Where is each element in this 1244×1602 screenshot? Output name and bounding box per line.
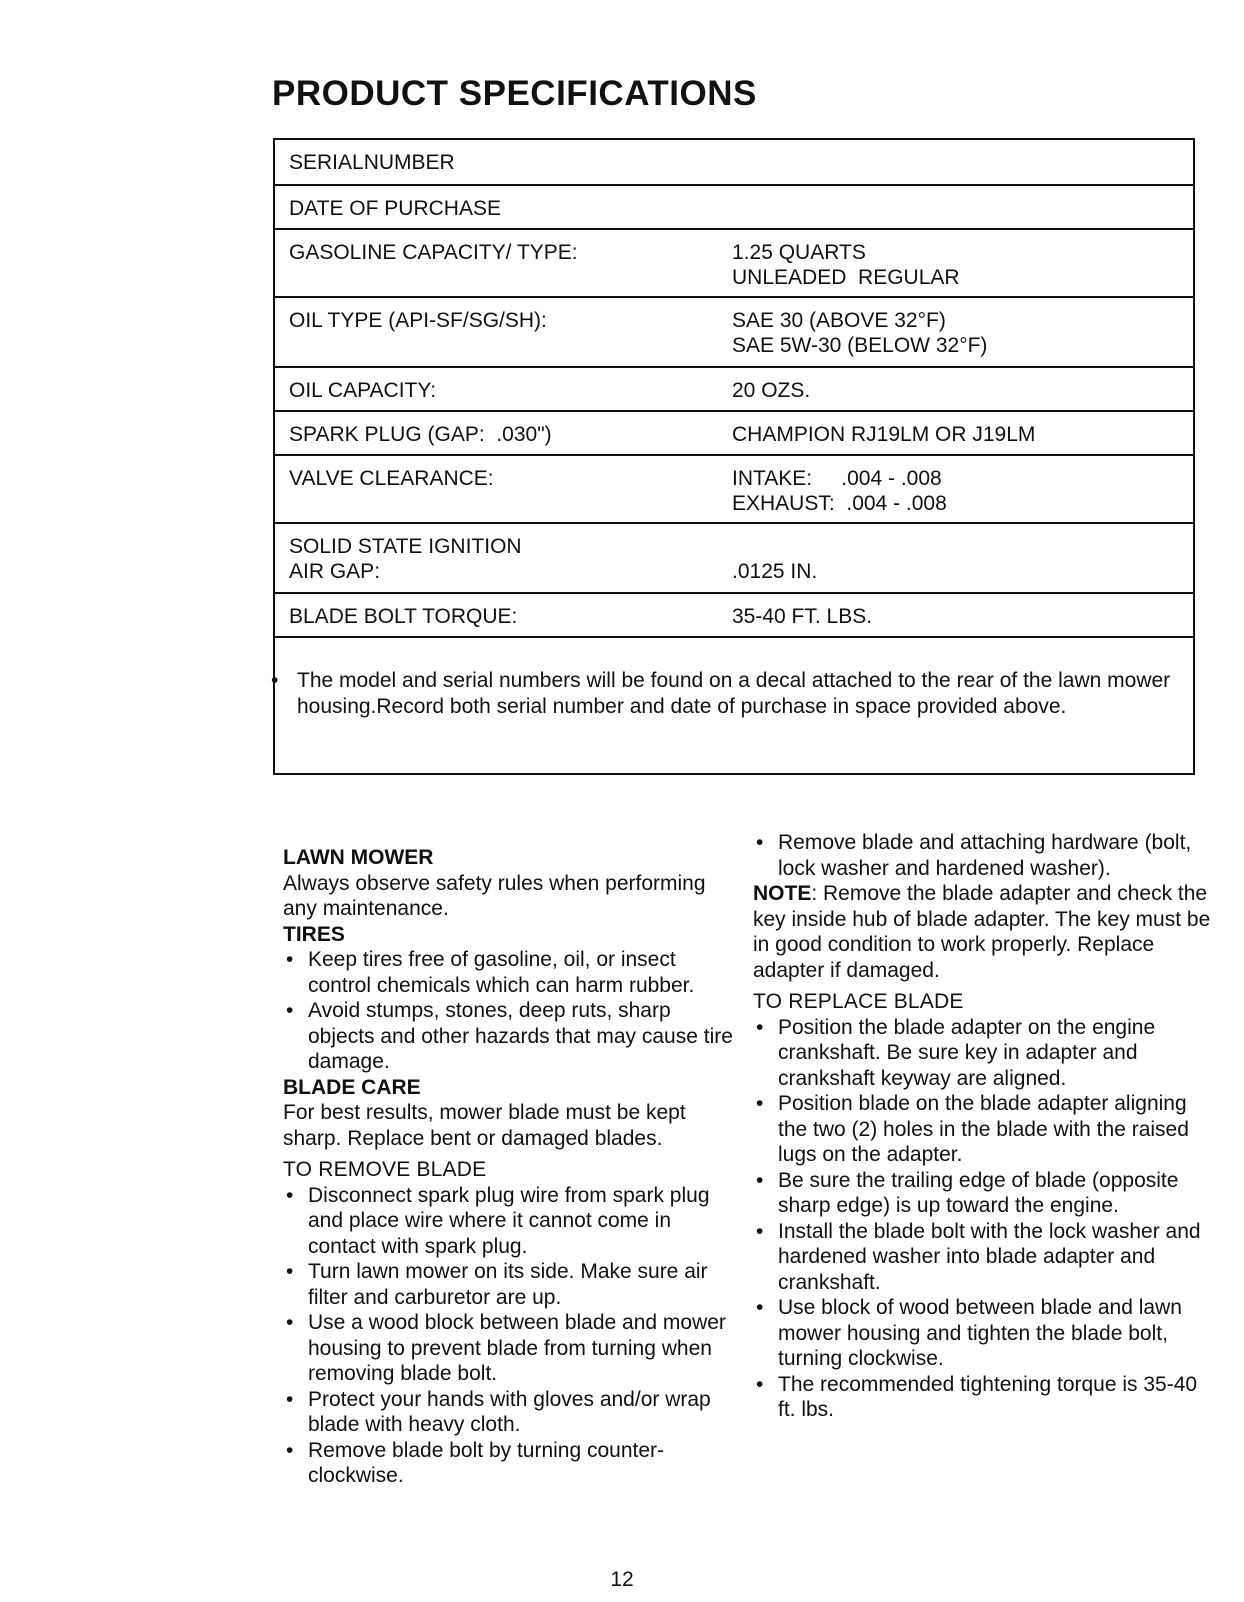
list-item: • Remove blade bolt by turning counter-clockwise. xyxy=(286,1438,665,1487)
bullet-icon: • xyxy=(756,831,764,854)
bullet-icon: • xyxy=(286,1260,294,1283)
list-item: • The recommended tightening torque is 35-40 ft. lbs. xyxy=(756,1372,1198,1421)
spec-label: SOLID STATE IGNITION AIR GAP: xyxy=(289,535,522,583)
bullet-icon: • xyxy=(286,948,294,971)
spec-label: BLADE BOLT TORQUE: xyxy=(289,605,518,628)
list-item: • Be sure the trailing edge of blade (opposite sharp edge) is up toward the engine. xyxy=(756,1168,1179,1217)
list-item: • Keep tires free of gasoline, oil, or insect control chemicals which can harm rubber. xyxy=(286,948,695,997)
bullet-icon: • xyxy=(286,999,294,1022)
right-column xyxy=(753,830,1213,1423)
spec-row-ignition-air-gap xyxy=(275,524,1193,594)
bullet-icon: • xyxy=(286,1183,294,1207)
bullet-icon: • xyxy=(286,1438,294,1462)
spec-label: DATE OF PURCHASE xyxy=(289,197,501,220)
bullet-icon: • xyxy=(286,1311,294,1334)
spec-label: OIL TYPE (API-SF/SG/SH): xyxy=(289,309,547,332)
list-item: • Avoid stumps, stones, deep ruts, sharp objects and other hazards that may cause tire damage. xyxy=(286,999,733,1073)
list-item: • Protect your hands with gloves and/or wrap blade with heavy cloth. xyxy=(286,1387,711,1436)
page-number: 12 xyxy=(610,1568,634,1591)
note-paragraph: NOTE: Remove the blade adapter and check the key inside hub of blade adapter. The key must be in good condition to work properly. Replace adapter if damaged. xyxy=(753,882,1211,982)
list-item: • Remove blade and attaching hardware (bolt, lock washer and hardened washer). xyxy=(756,831,1192,880)
blade-care-text: For best results, mower blade must be kept sharp. Replace bent or damaged blades. xyxy=(283,1101,686,1150)
bullet-icon: • xyxy=(756,1296,764,1319)
replace-blade-heading: TO REPLACE BLADE xyxy=(753,990,964,1013)
spec-label: SERIALNUMBER xyxy=(289,151,455,174)
bullet-icon: • xyxy=(756,1219,764,1243)
serial-number-note: • The model and serial numbers will be found on a decal attached to the rear of the lawn mower housing.Record both serial number and date of purchase in space provided above. xyxy=(271,669,1171,718)
spec-row-spark-plug xyxy=(275,412,1193,456)
spec-row-oil-type xyxy=(275,298,1193,368)
spec-value: 20 OZS. xyxy=(732,379,811,402)
list-item: • Position the blade adapter on the engine crankshaft. Be sure key in adapter and crankshaft keyway are aligned. xyxy=(756,1015,1156,1090)
spec-row-date-of-purchase xyxy=(275,186,1193,230)
list-item: • Position blade on the blade adapter aligning the two (2) holes in the blade with the raised lugs on the adapter. xyxy=(756,1092,1189,1166)
spec-value: CHAMPION RJ19LM OR J19LM xyxy=(732,423,1036,446)
spec-row-valve-clearance xyxy=(275,456,1193,524)
blade-care-heading: BLADE CARE xyxy=(283,1075,421,1099)
spec-label: OIL CAPACITY: xyxy=(289,379,437,402)
spec-row-blade-bolt-torque xyxy=(275,594,1193,638)
spec-value: 1.25 QUARTS UNLEADED REGULAR xyxy=(732,241,960,289)
spec-value: SAE 30 (ABOVE 32°F) SAE 5W-30 (BELOW 32°F) xyxy=(732,309,988,357)
lawn-mower-text: Always observe safety rules when performing any maintenance. xyxy=(283,871,706,920)
tires-heading: TIRES xyxy=(283,922,345,946)
bullet-icon: • xyxy=(756,1092,764,1115)
list-item: • Turn lawn mower on its side. Make sure air filter and carburetor are up. xyxy=(286,1260,708,1309)
list-item: • Use a wood block between blade and mower housing to prevent blade from turning when removing blade bolt. xyxy=(286,1311,726,1385)
bullet-icon: • xyxy=(756,1372,764,1396)
spec-value: 35-40 FT. LBS. xyxy=(732,605,873,628)
spec-label: SPARK PLUG (GAP: .030") xyxy=(289,423,552,446)
remove-blade-heading: TO REMOVE BLADE xyxy=(283,1158,487,1181)
spec-value: INTAKE: .004 - .008 EXHAUST: .004 - .008 xyxy=(732,467,947,515)
bullet-icon: • xyxy=(756,1015,764,1039)
spec-label: GASOLINE CAPACITY/ TYPE: xyxy=(289,241,578,264)
list-item: • Disconnect spark plug wire from spark plug and place wire where it cannot come in contact with spark plug. xyxy=(286,1183,710,1258)
specifications-table xyxy=(273,138,1195,775)
list-item: • Install the blade bolt with the lock washer and hardened washer into blade adapter and crankshaft. xyxy=(756,1219,1201,1294)
spec-row-gasoline xyxy=(275,230,1193,298)
spec-row-serial-number xyxy=(275,140,1193,186)
bullet-icon: • xyxy=(286,1387,294,1411)
left-column xyxy=(283,845,733,1489)
bullet-icon: • xyxy=(271,669,279,692)
spec-row-oil-capacity xyxy=(275,368,1193,412)
spec-label: VALVE CLEARANCE: xyxy=(289,467,494,490)
bullet-icon: • xyxy=(756,1168,764,1192)
spec-value: .0125 IN. xyxy=(732,560,818,583)
page-title: PRODUCT SPECIFICATIONS xyxy=(272,74,757,113)
list-item: • Use block of wood between blade and lawn mower housing and tighten the blade bolt, turning clockwise. xyxy=(756,1296,1182,1370)
lawn-mower-heading: LAWN MOWER xyxy=(283,846,434,869)
